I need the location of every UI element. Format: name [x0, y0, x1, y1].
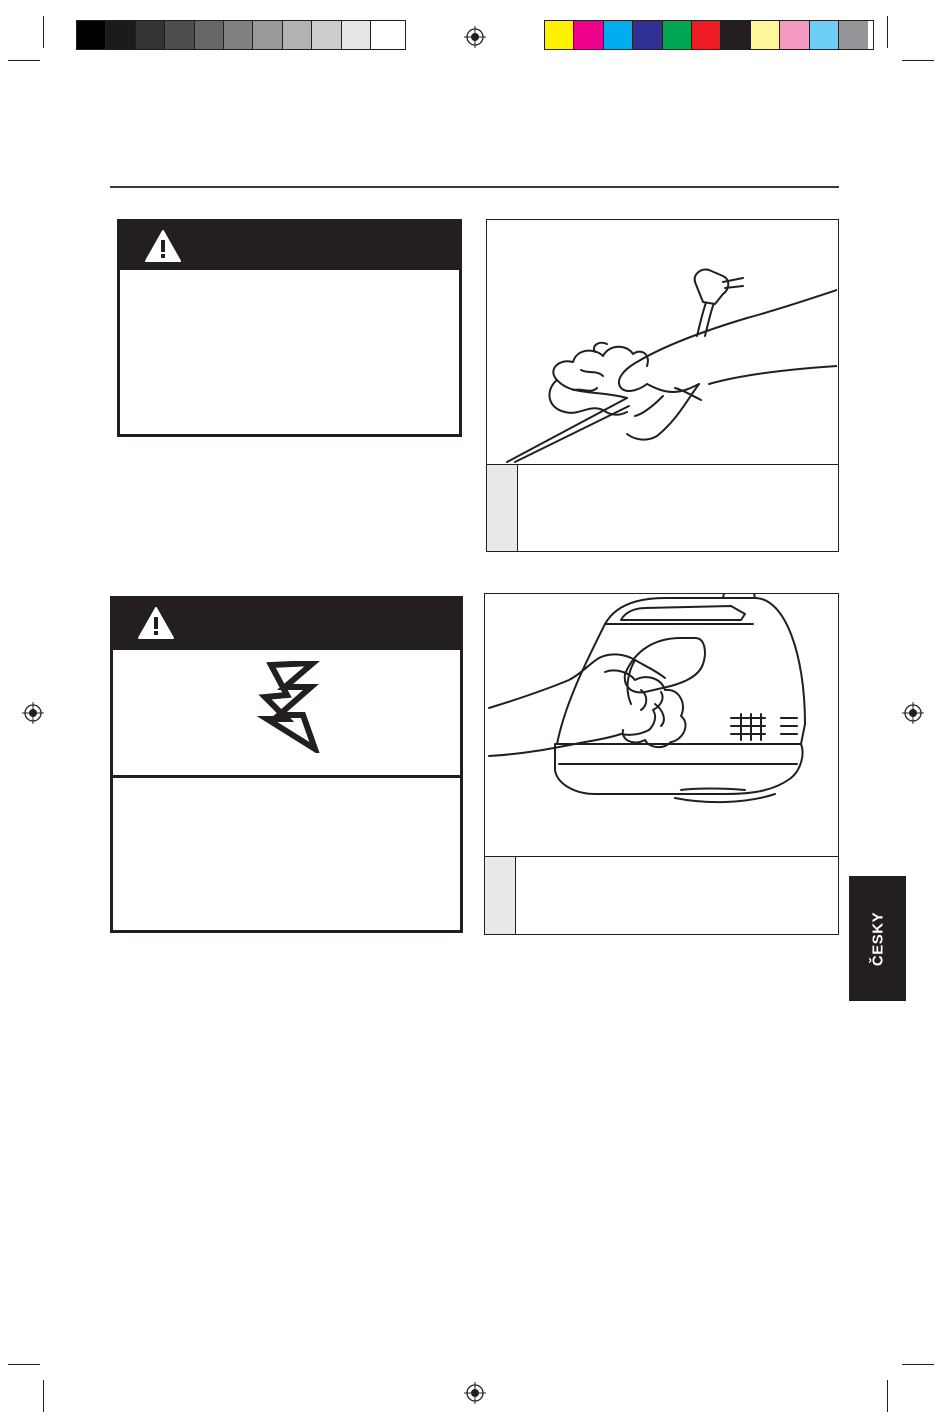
color-swatch [77, 21, 106, 49]
lightning-bolt-icon [257, 661, 323, 753]
color-swatch [633, 21, 662, 49]
color-swatch [165, 21, 194, 49]
registration-target-icon [464, 1382, 486, 1404]
wiping-cord-illustration [487, 220, 837, 464]
figure-caption [518, 465, 838, 551]
warning-triangle-icon [137, 606, 175, 640]
color-swatch [751, 21, 780, 49]
color-swatch [780, 21, 809, 49]
color-swatch [136, 21, 165, 49]
figure-box [486, 219, 839, 552]
color-swatch [721, 21, 750, 49]
language-tab [849, 876, 906, 1001]
crop-mark [43, 16, 44, 48]
crop-mark [902, 1364, 934, 1365]
warning-body [120, 270, 459, 434]
figure-illustration [485, 594, 838, 857]
color-swatch [312, 21, 341, 49]
color-swatch [224, 21, 253, 49]
crop-mark [887, 1380, 888, 1412]
color-swatch [810, 21, 839, 49]
color-swatch [195, 21, 224, 49]
header-rule [110, 186, 839, 188]
language-tab-label: ČESKY [869, 911, 886, 966]
registration-target-icon [902, 702, 924, 724]
color-swatch [253, 21, 282, 49]
warning-symbol-area [113, 647, 460, 775]
color-swatch [604, 21, 633, 49]
color-swatch [371, 21, 400, 49]
warning-body [113, 775, 460, 927]
color-swatch [692, 21, 721, 49]
crop-mark [902, 60, 934, 61]
warning-box [110, 596, 463, 933]
warning-box [117, 219, 462, 437]
crop-mark [8, 60, 40, 61]
warning-triangle-icon [144, 229, 182, 263]
crop-mark [43, 1380, 44, 1412]
figure-box [484, 593, 839, 935]
color-swatch [574, 21, 603, 49]
crop-mark [8, 1364, 40, 1365]
figure-illustration [487, 220, 838, 465]
process-color-bar [544, 20, 874, 50]
color-swatch [283, 21, 312, 49]
color-swatch [839, 21, 868, 49]
wiping-mixer-illustration [485, 594, 837, 856]
registration-target-icon [22, 702, 44, 724]
color-swatch [663, 21, 692, 49]
color-swatch [545, 21, 574, 49]
grayscale-color-bar [76, 20, 406, 50]
figure-number-cell [485, 857, 516, 934]
color-swatch [342, 21, 371, 49]
warning-header [120, 222, 459, 270]
figure-number-cell [487, 465, 518, 551]
figure-caption [516, 857, 838, 934]
registration-target-icon [464, 26, 486, 48]
crop-mark [887, 16, 888, 48]
warning-header [113, 599, 460, 647]
color-swatch [106, 21, 135, 49]
